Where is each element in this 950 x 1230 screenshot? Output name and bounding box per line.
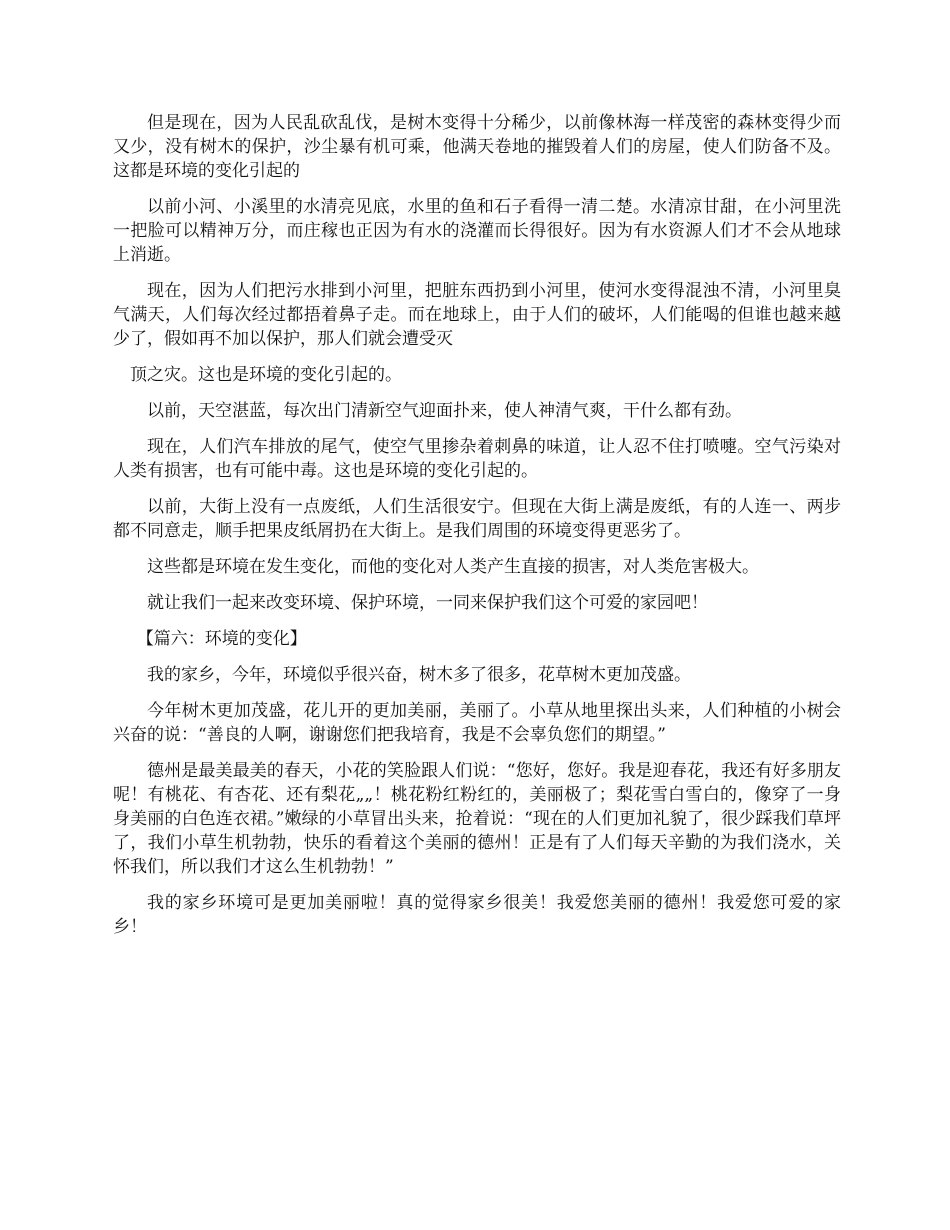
paragraph-deforestation: 但是现在，因为人民乱砍乱伐，是树木变得十分稀少，以前像林海一样茂密的森林变得少而又少，没有树木的保护，沙尘暴有机可乘，他满天卷地的摧毁着人们的房屋，使人们防备不及。这都是环境的变化引起的 (113, 113, 841, 181)
paragraph-continuation: 顶之灾。这也是环境的变化引起的。 (130, 365, 402, 385)
document-page (113, 111, 841, 951)
paragraph-hometown-intro: 我的家乡，今年，环境似乎很兴奋，树木多了很多，花草树木更加茂盛。 (147, 665, 691, 685)
paragraph-litter: 以前，大街上没有一点废纸，人们生活很安宁。但现在大街上满是废纸，有的人连一、两步都不同意走，顺手把果皮纸屑扔在大街上。是我们周围的环境变得更恶劣了。 (113, 497, 841, 541)
paragraph-air-pollution: 现在，人们汽车排放的尾气，使空气里掺杂着刺鼻的味道，让人忍不住打喷嚏。空气污染对人类有损害，也有可能中毒。这也是环境的变化引起的。 (113, 437, 841, 481)
paragraph-dezhou-spring: 德州是最美最美的春天，小花的笑脸跟人们说：“您好，您好。我是迎春花，我还有好多朋友呢！有桃花、有杏花、还有梨花„„！桃花粉红粉红的，美丽极了；梨花雪白雪白的，像穿了一身身美丽的白色连衣裙。”嫩绿的小草冒出头来，抢着说：“现在的人们更加礼貌了，很少踩我们草坪了，我们小草生机勃勃，快乐的看着这个美丽的德州！正是有了人们每天辛勤的为我们浇水，关怀我们，所以我们才这么生机勃勃！” (113, 761, 841, 877)
paragraph-trees-flowers: 今年树木更加茂盛，花儿开的更加美丽，美丽了。小草从地里探出头来，人们种植的小树会兴奋的说：“善良的人啊，谢谢您们把我培育，我是不会辜负您们的期望。” (113, 701, 841, 745)
paragraph-summary: 这些都是环境在发生变化，而他的变化对人类产生直接的损害，对人类危害极大。 (147, 557, 759, 577)
paragraph-blue-sky-past: 以前，天空湛蓝，每次出门清新空气迎面扑来，使人神清气爽，干什么都有劲。 (147, 401, 742, 421)
paragraph-polluted-river: 现在，因为人们把污水排到小河里，把脏东西扔到小河里，使河水变得混浊不清，小河里臭气满天，人们每次经过都捂着鼻子走。而在地球上，由于人们的破坏，人们能喝的但谁也越来越少了，假如再不加以保护，那人们就会遭受灭 (113, 281, 841, 349)
paragraph-call-to-action: 就让我们一起来改变环境、保护环境，一同来保护我们这个可爱的家园吧！ (147, 593, 708, 613)
section-heading: 【篇六：环境的变化】 (136, 629, 307, 649)
paragraph-clear-river-past: 以前小河、小溪里的水清亮见底，水里的鱼和石子看得一清二楚。水清凉甘甜，在小河里洗一把脸可以精神万分，而庄稼也正因为有水的浇灌而长得很好。因为有水资源人们才不会从地球上消逝。 (113, 197, 841, 265)
paragraph-conclusion: 我的家乡环境可是更加美丽啦！真的觉得家乡很美！我爱您美丽的德州！我爱您可爱的家乡！ (113, 893, 841, 937)
